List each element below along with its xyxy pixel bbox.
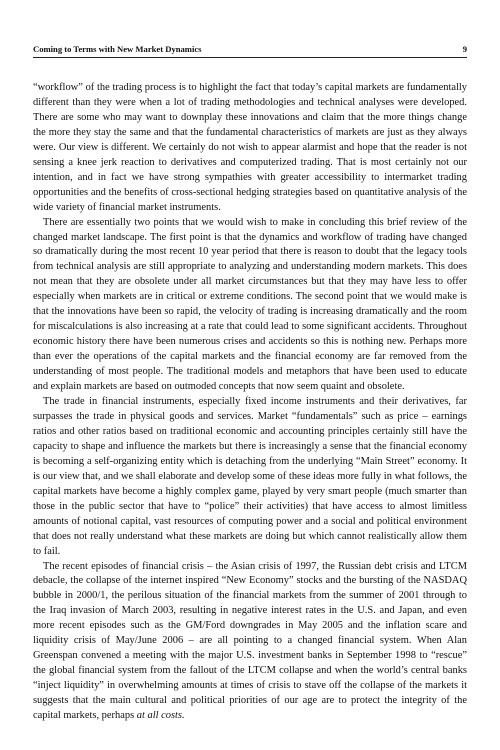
book-page (33, 44, 467, 724)
paragraph-3: The trade in financial instruments, especially fixed income instruments and their derivatives, far surpasses the trade in physical goods and services. Market “fundamentals” such as price – earnings ratios and other ratios based on traditional economic and accounting principles certainly still have the capacity to shape and influence the markets but there is increasingly a sense that the financial economy is becoming a self-organizing entity which is detaching from the underlying “Main Street” economy. It is our view that, and we shall elaborate and develop some of these ideas more fully in what follows, the capital markets have become a highly complex game, played by very smart people (much smarter than those in the public sector that have to “police” their activities) that have access to almost limitless amounts of notional capital, vast resources of computing power and a social and political environment that does not really understand what these markets are doing but which cannot realistically allow them to fail. (33, 396, 467, 557)
paragraph-4 (33, 560, 467, 724)
paragraph-2: There are essentially two points that we would wish to make in concluding this brief review of the changed market landscape. The first point is that the dynamics and workflow of trading have changed so dramatically during the most recent 10 year period that there is reason to doubt that the legacy tools from technical analysis are still appropriate to analyzing and understanding modern markets. This does not mean that they are obsolete under all market circumstances but that they may have less to offer especially when markets are in critical or extreme conditions. The second point that we would make is that the innovations have been so rapid, the velocity of trading is increasing dramatically and the room for miscalculations is also increasing at a rate that could lead to some significant accidents. Throughout economic history there have been numerous crises and accidents so this is nothing new. Perhaps more than ever the operations of the capital markets and the financial economy are far removed from the understanding of most people. The traditional models and metaphors that have been used to educate and explain markets are based on outmoded concepts that now seem quaint and obsolete. (33, 216, 467, 393)
running-header (33, 44, 467, 58)
body-text (33, 81, 467, 724)
page-number: 9 (462, 44, 467, 54)
italic-phrase: at all costs. (136, 710, 185, 722)
running-title: Coming to Terms with New Market Dynamics (33, 44, 202, 54)
paragraph-1: “workflow” of the trading process is to highlight the fact that today’s capital markets are fundamentally different than they were when a lot of trading methodologies and technical analyses were developed. There are some who may want to downplay these innovations and claim that the more things change the more they stay the same and that the fundamental characteristics of markets are just as they always were. Our view is different. We certainly do not wish to appear alarmist and hope that the reader is not sensing a knee jerk reaction to derivatives and computerized trading. That is most certainly not our intention, and in fact we have strong sympathies with greater accessibility to intermarket trading opportunities and the benefits of cross-sectional hedging strategies based on quantitative analysis of the wide variety of financial market instruments. (33, 82, 467, 213)
paragraph-4-text: The recent episodes of financial crisis – the Asian crisis of 1997, the Russian debt crisis and LTCM debacle, the collapse of the internet inspired “New Economy” stocks and the bursting of the NASDAQ bubble in 2000/1, the perilous situation of the financial markets from the summer of 2001 through to the Iraq invasion of March 2003, resulting in negative interest rates in the U.S. and Japan, and even more recent episodes such as the GM/Ford downgrades in May 2005 and the inflation scare and liquidity crisis of May/June 2006 – are all pointing to a changed financial system. When Alan Greenspan convened a meeting with the major U.S. investment banks in September 1998 to “rescue” the global financial system from the fallout of the LTCM collapse and when the world’s central banks “inject liquidity” in overwhelming amounts at times of crisis to stave off the collapse of the markets it suggests that the main cultural and political priorities of our age are to protect the integrity of the capital markets, perhaps (33, 560, 467, 722)
